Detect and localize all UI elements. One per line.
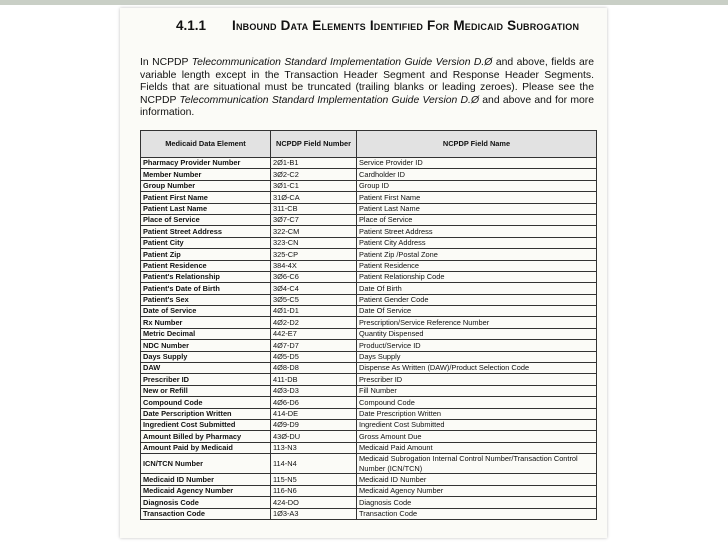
- cell-field-number: 4Ø7-D7: [271, 340, 357, 351]
- cell-field-name: Place of Service: [357, 214, 597, 225]
- cell-field-number: 4Ø1-D1: [271, 306, 357, 317]
- table-row: [141, 214, 597, 225]
- cell-field-name: Cardholder ID: [357, 169, 597, 180]
- header-ncpdp-field-name: NCPDP Field Name: [357, 131, 597, 158]
- cell-field-number: 113-N3: [271, 442, 357, 453]
- cell-medicaid-data-element: Medicaid Agency Number: [141, 485, 271, 496]
- table-row: [141, 408, 597, 419]
- cell-field-name: Quantity Dispensed: [357, 328, 597, 339]
- cell-field-number: 115-N5: [271, 474, 357, 485]
- table-row: [141, 306, 597, 317]
- cell-field-name: Fill Number: [357, 385, 597, 396]
- table-header-row: [141, 131, 597, 158]
- document-page: [120, 8, 607, 538]
- cell-field-name: Patient Last Name: [357, 203, 597, 214]
- table-row: [141, 442, 597, 453]
- table-row: [141, 328, 597, 339]
- cell-field-number: 3Ø2-C2: [271, 169, 357, 180]
- table-row: [141, 169, 597, 180]
- cell-field-number: 4Ø3-D3: [271, 385, 357, 396]
- cell-field-number: 325-CP: [271, 249, 357, 260]
- cell-medicaid-data-element: Date of Service: [141, 306, 271, 317]
- cell-field-number: 3Ø4-C4: [271, 283, 357, 294]
- cell-field-name: Prescriber ID: [357, 374, 597, 385]
- cell-field-name: Prescription/Service Reference Number: [357, 317, 597, 328]
- table-row: [141, 508, 597, 519]
- cell-field-number: 4Ø5-D5: [271, 351, 357, 362]
- cell-medicaid-data-element: Patient City: [141, 237, 271, 248]
- cell-field-name: Date Prescription Written: [357, 408, 597, 419]
- cell-field-name: Group ID: [357, 180, 597, 191]
- cell-field-name: Patient Street Address: [357, 226, 597, 237]
- cell-field-number: 4Ø6-D6: [271, 397, 357, 408]
- cell-field-name: Medicaid Agency Number: [357, 485, 597, 496]
- cell-medicaid-data-element: Patient Zip: [141, 249, 271, 260]
- cell-medicaid-data-element: Days Supply: [141, 351, 271, 362]
- table-row: [141, 363, 597, 374]
- cell-medicaid-data-element: Date Perscription Written: [141, 408, 271, 419]
- cell-medicaid-data-element: Metric Decimal: [141, 328, 271, 339]
- cell-field-name: Diagnosis Code: [357, 497, 597, 508]
- cell-field-number: 4Ø2-D2: [271, 317, 357, 328]
- cell-field-number: 384-4X: [271, 260, 357, 271]
- cell-medicaid-data-element: Rx Number: [141, 317, 271, 328]
- cell-field-name: Date Of Service: [357, 306, 597, 317]
- cell-field-name: Patient Gender Code: [357, 294, 597, 305]
- header-ncpdp-field-number: NCPDP Field Number: [271, 131, 357, 158]
- cell-medicaid-data-element: Patient Residence: [141, 260, 271, 271]
- table-row: [141, 485, 597, 496]
- top-accent-stripe: [0, 0, 728, 5]
- table-row: [141, 180, 597, 191]
- cell-medicaid-data-element: Prescriber ID: [141, 374, 271, 385]
- table-row: [141, 340, 597, 351]
- cell-medicaid-data-element: Patient Last Name: [141, 203, 271, 214]
- table-row: [141, 203, 597, 214]
- cell-medicaid-data-element: Transaction Code: [141, 508, 271, 519]
- table-row: [141, 454, 597, 474]
- table-row: [141, 419, 597, 430]
- cell-medicaid-data-element: Amount Billed by Pharmacy: [141, 431, 271, 442]
- cell-medicaid-data-element: ICN/TCN Number: [141, 454, 271, 474]
- cell-medicaid-data-element: DAW: [141, 363, 271, 374]
- cell-field-name: Medicaid Subrogation Internal Control Number/Transaction Control Number (ICN/TCN): [357, 454, 597, 474]
- cell-field-number: 43Ø-DU: [271, 431, 357, 442]
- cell-medicaid-data-element: Amount Paid by Medicaid: [141, 442, 271, 453]
- cell-field-number: 4Ø8-D8: [271, 363, 357, 374]
- table-row: [141, 294, 597, 305]
- table-row: [141, 474, 597, 485]
- cell-field-number: 3Ø5-C5: [271, 294, 357, 305]
- cell-field-name: Dispense As Written (DAW)/Product Selection Code: [357, 363, 597, 374]
- cell-field-number: 424-DO: [271, 497, 357, 508]
- intro-text-1: In NCPDP: [140, 57, 192, 68]
- cell-medicaid-data-element: Member Number: [141, 169, 271, 180]
- cell-field-name: Medicaid ID Number: [357, 474, 597, 485]
- cell-field-number: 3Ø7-C7: [271, 214, 357, 225]
- cell-field-name: Patient Residence: [357, 260, 597, 271]
- cell-medicaid-data-element: Patient's Sex: [141, 294, 271, 305]
- cell-field-name: Patient First Name: [357, 192, 597, 203]
- data-elements-table: [140, 130, 597, 520]
- cell-field-name: Medicaid Paid Amount: [357, 442, 597, 453]
- cell-field-number: 1Ø3-A3: [271, 508, 357, 519]
- table-row: [141, 192, 597, 203]
- table-row: [141, 397, 597, 408]
- cell-medicaid-data-element: Patient Street Address: [141, 226, 271, 237]
- cell-field-name: Gross Amount Due: [357, 431, 597, 442]
- cell-field-number: 414-DE: [271, 408, 357, 419]
- table-row: [141, 158, 597, 169]
- intro-guide-title-1: Telecommunication Standard Implementation Guide Version D.Ø: [191, 57, 493, 68]
- cell-field-name: Patient Relationship Code: [357, 271, 597, 282]
- cell-medicaid-data-element: Ingredient Cost Submitted: [141, 419, 271, 430]
- cell-field-number: 442-E7: [271, 328, 357, 339]
- intro-text-3: and above and for more information.: [140, 94, 595, 119]
- table-row: [141, 385, 597, 396]
- intro-paragraph: [140, 57, 594, 120]
- cell-medicaid-data-element: Medicaid ID Number: [141, 474, 271, 485]
- table-row: [141, 317, 597, 328]
- table-row: [141, 271, 597, 282]
- cell-field-number: 31Ø-CA: [271, 192, 357, 203]
- cell-medicaid-data-element: Diagnosis Code: [141, 497, 271, 508]
- table-row: [141, 237, 597, 248]
- cell-medicaid-data-element: Patient's Relationship: [141, 271, 271, 282]
- cell-field-name: Patient Zip /Postal Zone: [357, 249, 597, 260]
- cell-field-number: 2Ø1-B1: [271, 158, 357, 169]
- cell-field-name: Product/Service ID: [357, 340, 597, 351]
- cell-medicaid-data-element: Pharmacy Provider Number: [141, 158, 271, 169]
- cell-field-number: 116-N6: [271, 485, 357, 496]
- cell-field-name: Patient City Address: [357, 237, 597, 248]
- cell-medicaid-data-element: Place of Service: [141, 214, 271, 225]
- header-medicaid-data-element: Medicaid Data Element: [141, 131, 271, 158]
- cell-medicaid-data-element: Group Number: [141, 180, 271, 191]
- table-row: [141, 283, 597, 294]
- cell-medicaid-data-element: Compound Code: [141, 397, 271, 408]
- table-row: [141, 374, 597, 385]
- cell-medicaid-data-element: NDC Number: [141, 340, 271, 351]
- section-title: Inbound Data Elements Identified For Medicaid Subrogation: [232, 18, 580, 33]
- table-row: [141, 431, 597, 442]
- table-row: [141, 497, 597, 508]
- cell-field-name: Date Of Birth: [357, 283, 597, 294]
- cell-medicaid-data-element: Patient's Date of Birth: [141, 283, 271, 294]
- table-row: [141, 351, 597, 362]
- table-row: [141, 226, 597, 237]
- cell-field-number: 311-CB: [271, 203, 357, 214]
- cell-medicaid-data-element: Patient First Name: [141, 192, 271, 203]
- table-body: [141, 158, 597, 520]
- section-number: 4.1.1: [176, 18, 207, 33]
- cell-medicaid-data-element: New or Refill: [141, 385, 271, 396]
- cell-field-number: 3Ø1-C1: [271, 180, 357, 191]
- table-row: [141, 249, 597, 260]
- cell-field-number: 322-CM: [271, 226, 357, 237]
- cell-field-number: 114-N4: [271, 454, 357, 474]
- cell-field-name: Service Provider ID: [357, 158, 597, 169]
- cell-field-name: Days Supply: [357, 351, 597, 362]
- table-row: [141, 260, 597, 271]
- cell-field-name: Ingredient Cost Submitted: [357, 419, 597, 430]
- cell-field-number: 4Ø9-D9: [271, 419, 357, 430]
- intro-text-2: and above, fields are variable length except in the Transaction Header Segment and Response Header Segments. Fields that are situational must be truncated (trailing blanks or leading zeroes). Please see the NCPDP: [140, 57, 594, 106]
- cell-field-name: Transaction Code: [357, 508, 597, 519]
- cell-field-number: 3Ø6-C6: [271, 271, 357, 282]
- intro-guide-title-2: Telecommunication Standard Implementation Guide Version D.Ø: [179, 94, 480, 106]
- cell-field-number: 411-DB: [271, 374, 357, 385]
- cell-field-number: 323-CN: [271, 237, 357, 248]
- cell-field-name: Compound Code: [357, 397, 597, 408]
